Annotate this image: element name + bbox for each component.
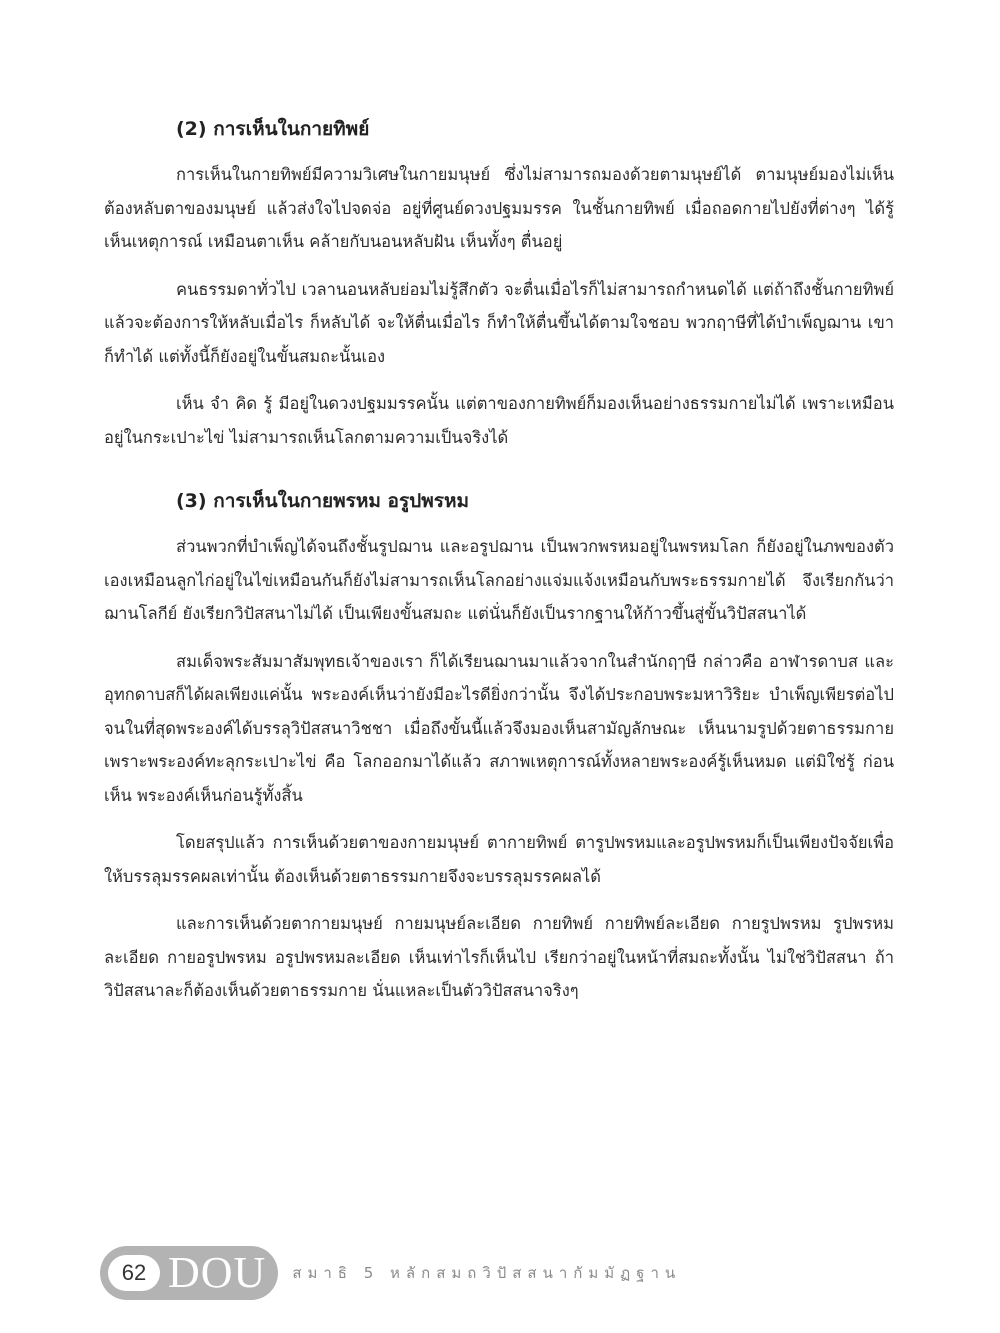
page-number: 62 xyxy=(108,1255,160,1291)
paragraph: การเห็นในกายทิพย์มีความวิเศษในกายมนุษย์ ซึ่งไม่สามารถมองด้วยตามนุษย์ได้ ตามนุษย์มองไม่เห็น ต้องหลับตาของมนุษย์ แล้วส่งใจไปจดจ่อ อยู่ที่ศูนย์ดวงปฐมมรรค ในชั้นกายทิพย์ เมื่อถอดกายไปยังที่ต่างๆ ได้รู้เห็นเหตุการณ์ เหมือนตาเห็น คล้ายกับนอนหลับฝัน เห็นทั้งๆ ตื่นอยู่ xyxy=(104,165,894,251)
paragraph: เห็น จำ คิด รู้ มีอยู่ในดวงปฐมมรรคนั้น แต่ตาของกายทิพย์ก็มองเห็นอย่างธรรมกายไม่ได้ เพราะเหมือนอยู่ในกระเปาะไข่ ไม่สามารถเห็นโลกตามความเป็นจริงได้ xyxy=(104,394,894,447)
paragraph: และการเห็นด้วยตากายมนุษย์ กายมนุษย์ละเอียด กายทิพย์ กายทิพย์ละเอียด กายรูปพรหม รูปพรหมละเอียด กายอรูปพรหม อรูปพรหมละเอียด เห็นเท่าไรก็เห็นไป เรียกว่าอยู่ในหน้าที่สมถะทั้งนั้น ไม่ใช่วิปัสสนา ถ้าวิปัสสนาละก็ต้องเห็นด้วยตาธรรมกาย นั่นแหละเป็นตัววิปัสสนาจริงๆ xyxy=(104,914,894,1000)
page-body xyxy=(104,112,894,1022)
section-heading-brahma-body: (3) การเห็นในกายพรหม อรูปพรหม xyxy=(176,490,470,512)
paragraph: คนธรรมดาทั่วไป เวลานอนหลับย่อมไม่รู้สึกตัว จะตื่นเมื่อไรก็ไม่สามารถกำหนดได้ แต่ถ้าถึงชั้นกายทิพย์แล้วจะต้องการให้หลับเมื่อไร ก็หลับได้ จะให้ตื่นเมื่อไร ก็ทำให้ตื่นขึ้นได้ตามใจชอบ พวกฤาษีที่ได้บำเพ็ญฌาน เขาก็ทำได้ แต่ทั้งนี้ก็ยังอยู่ในขั้นสมถะนั้นเอง xyxy=(104,279,894,366)
section-heading-divine-body: (2) การเห็นในกายทิพย์ xyxy=(176,118,370,140)
paragraph: ส่วนพวกที่บำเพ็ญได้จนถึงชั้นรูปฌาน และอรูปฌาน เป็นพวกพรหมอยู่ในพรหมโลก ก็ยังอยู่ในภพของตัวเองเหมือนลูกไก่อยู่ในไข่เหมือนกันก็ยังไม่สามารถเห็นโลกอย่างแจ่มแจ้งเหมือนกับพระธรรมกายได้ จึงเรียกกันว่า ฌานโลกีย์ ยังเรียกวิปัสสนาไม่ได้ เป็นเพียงขั้นสมถะ แต่นั่นก็ยังเป็นรากฐานให้ก้าวขึ้นสู่ขั้นวิปัสสนาได้ xyxy=(104,537,894,623)
paragraph: สมเด็จพระสัมมาสัมพุทธเจ้าของเรา ก็ได้เรียนฌานมาแล้วจากในสำนักฤๅษี กล่าวคือ อาฬารดาบส และอุทกดาบสก็ได้ผลเพียงแค่นั้น พระองค์เห็นว่ายังมีอะไรดียิ่งกว่านั้น จึงได้ประกอบพระมหาวิริยะ บำเพ็ญเพียรต่อไป จนในที่สุดพระองค์ได้บรรลุวิปัสสนาวิชชา เมื่อถึงขั้นนี้แล้วจึงมองเห็นสามัญลักษณะ เห็นนามรูปด้วยตาธรรมกาย เพราะพระองค์ทะลุกระเปาะไข่ คือ โลกออกมาได้แล้ว สภาพเหตุการณ์ทั้งหลายพระองค์รู้เห็นหมด แต่มิใช่รู้ ก่อน เห็น พระองค์เห็นก่อนรู้ทั้งสิ้น xyxy=(104,651,894,805)
dou-logo: DOU xyxy=(168,1248,267,1297)
paragraph: โดยสรุปแล้ว การเห็นด้วยตาของกายมนุษย์ ตากายทิพย์ ตารูปพรหมและอรูปพรหมก็เป็นเพียงปัจจัยเพื่อให้บรรลุมรรคผลเท่านั้น ต้องเห็นด้วยตาธรรมกายจึงจะบรรลุมรรคผลได้ xyxy=(104,833,894,886)
book-title: สมาธิ 5 หลักสมถวิปัสสนากัมมัฏฐาน xyxy=(292,1264,682,1282)
page-footer xyxy=(100,1245,681,1301)
footer-badge xyxy=(100,1246,278,1300)
